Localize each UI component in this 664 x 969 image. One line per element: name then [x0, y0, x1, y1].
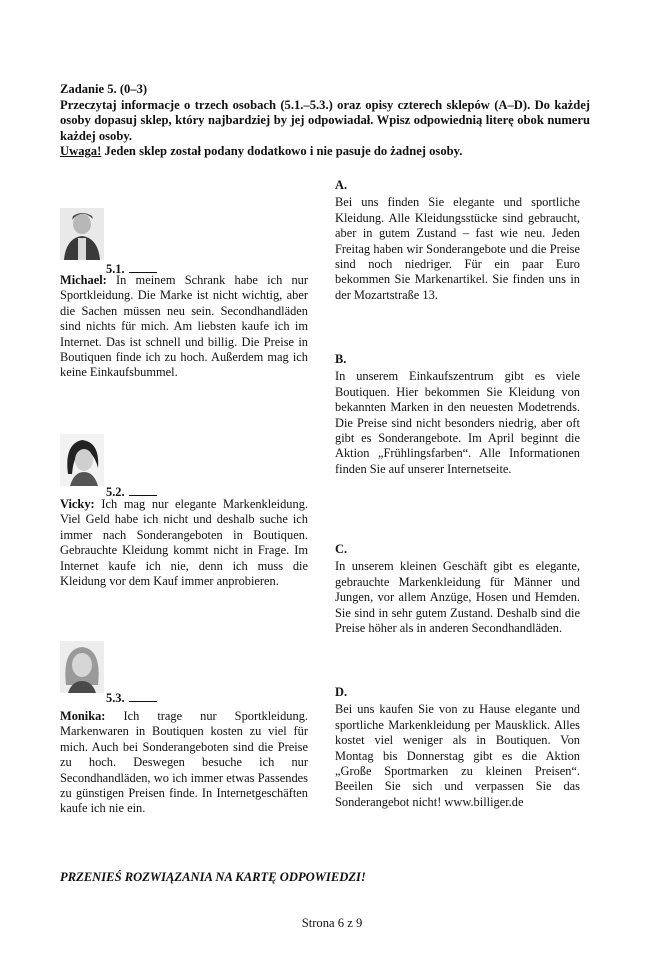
shop-d — [335, 685, 580, 810]
shop-text: In unserem Einkaufszentrum gibt es viele Boutiquen. Hier bekommen Sie Kleidung von bekannten Marken in den neuesten Modetrends. Die Preise sind nicht besonders niedrig, aber oft gibt es Sonderangebote. Im April beginnt die Aktion „Frühlingsfarben“. Alle Informationen finden Sie auf unserer Internetseite. — [335, 369, 580, 476]
task-header — [60, 82, 590, 160]
transfer-answers-note: PRZENIEŚ ROZWIĄZANIA NA KARTĘ ODPOWIEDZI! — [60, 870, 366, 884]
person-text: In meinem Schrank habe ich nur Sportkleidung. Die Marke ist nicht wichtig, aber die Sachen müssen neu sein. Secondhandläden sind nichts für mich. Am liebsten kaufe ich im Internet. Das ist schnell und billig. Die Preise in Boutiquen finde ich zu hoch. Außerdem mag ich keine Einkaufsbummel. — [60, 273, 308, 380]
page-number: Strona 6 z 9 — [301, 916, 363, 930]
person-number: 5.1. — [106, 262, 125, 276]
person-name: Monika: — [60, 709, 106, 723]
shop-letter: D. — [335, 685, 348, 699]
shop-letter: C. — [335, 542, 348, 556]
shop-text: Bei uns kaufen Sie von zu Hause elegante und sportliche Markenkleidung per Mausklick. Alles kostet viel weniger als in Boutiquen. Von Montag bis Donnerstag gibt es die Aktion „Große Sportmarken zu kleinen Preisen“. Beeilen Sie sich und verpassen Sie das Sonderangebot nicht! www.billiger.de — [335, 702, 580, 809]
answer-slot-5-3[interactable] — [106, 690, 157, 706]
person-description-monika — [60, 709, 308, 817]
warning-label: Uwaga! — [60, 144, 102, 158]
warning-text: Jeden sklep został podany dodatkowo i nie pasuje do żadnej osoby. — [101, 144, 463, 158]
task-warning — [60, 144, 590, 160]
person-photo-vicky — [60, 434, 104, 486]
shop-letter: A. — [335, 178, 348, 192]
person-photo-michael — [60, 208, 104, 260]
person-number: 5.3. — [106, 691, 125, 705]
person-description-michael — [60, 273, 308, 381]
person-name: Michael: — [60, 273, 107, 287]
shop-text: Bei uns finden Sie elegante und sportliche Kleidung. Alle Kleidungsstücke sind gebraucht, aber in gutem Zustand – fast wie neu. Jeden Freitag haben wir Sonderangebote und die Preise sind noch niedriger. Für ein paar Euro bekommen Sie Markenartikel. Sie finden uns in der Mozartstraße 13. — [335, 195, 580, 302]
shop-a — [335, 178, 580, 303]
task-instruction: Przeczytaj informacje o trzech osobach (5.1.–5.3.) oraz opisy czterech sklepów (A–D). Do każdej osoby dopasuj sklep, który najbardziej by jej odpowiadał. Wpisz odpowiednią literę obok numeru każdej osoby. — [60, 97, 590, 143]
person-photo-monika — [60, 641, 104, 693]
answer-blank[interactable] — [129, 690, 157, 702]
person-text: Ich mag nur elegante Markenkleidung. Viel Geld habe ich nicht und deshalb suche ich immer nach Sonderangeboten in Boutiquen. Gebrauchte Kleidung kommt nicht in Frage. Im Internet kaufe ich nie, denn ich muss die Kleidung vor dem Kauf immer anprobieren. — [60, 497, 308, 589]
person-number: 5.2. — [106, 485, 125, 499]
answer-blank[interactable] — [129, 484, 157, 496]
person-text: Ich trage nur Sportkleidung. Markenwaren in Boutiquen kosten zu viel für mich. Auch bei Sonderangeboten sind die Preise zu hoch. Deswegen besuche ich nur Secondhandläden, wo ich immer etwas Passendes zu günstigen Preisen finde. In Internetgeschäften kaufe ich nie ein. — [60, 709, 308, 816]
task-title: Zadanie 5. (0–3) — [60, 82, 148, 96]
shop-c — [335, 542, 580, 636]
shop-b — [335, 352, 580, 477]
answer-blank[interactable] — [129, 261, 157, 273]
person-description-vicky — [60, 497, 308, 589]
person-name: Vicky: — [60, 497, 95, 511]
shop-text: In unserem kleinen Geschäft gibt es elegante, gebrauchte Markenkleidung für Männer und Jungen, vor allem Anzüge, Hosen und Hemden. Sie sind in sehr gutem Zustand. Deshalb sind die Preise höher als in anderen Secondhandläden. — [335, 559, 580, 636]
shop-letter: B. — [335, 352, 347, 366]
